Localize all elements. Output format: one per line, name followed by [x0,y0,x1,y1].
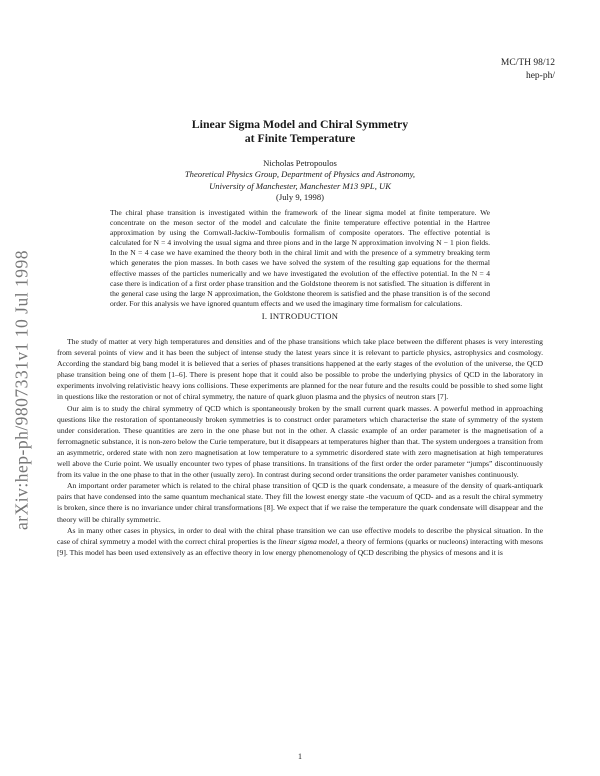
affiliation-line1: Theoretical Physics Group, Department of Physics and Astronomy, [184,169,416,180]
paper-title [90,117,510,145]
report-number-line1: MC/TH 98/12 [500,58,555,68]
report-number-line2: hep-ph/ [525,71,555,81]
section-heading: I. INTRODUCTION [261,311,339,321]
paragraph-2: Our aim is to study the chiral symmetry of QCD which is spontaneously broken by the small current quark masses. A powerful method in approaching questions like the restoration of spontaneously broken symmetries is to construct order parameters which characterise the state of symmetry of the system under consideration. These quantities are zero in the one phase but not in the other. A classic example of an order parameter is the magnetisation of a ferromagnetic substance, it is non-zero below the Curie temperature, but it disappears at temperatures higher than that. The system undergoes a transition from an asymmetric, ordered state with non zero magnetisation at low temperature to a symmetric disordered state with zero magnetisation at high temperatures well above the Curie point. We usually encounter two types of phase transitions. In transitions of the first order the order parameter “jumps” discontinuously from its value in the one phase to that in the other (usually zero). In contrast during second order transitions the order parameter vanishes continuously. [57,403,543,480]
paper-date: (July 9, 1998) [276,192,324,203]
paragraph-1: The study of matter at very high temperatures and densities and of the phase transitions which take place between the different phases is very interesting from several points of view and it has been the subject of intense study the latest years since it is relevant to particle physics, astrophysics and cosmology. According the standard big bang model it is believed that a series of phases transitions happened at the early stages of the evolution of the universe, the QCD phase transition being one of them [1–6]. There is present hope that it could also be possible to probe the underlying physics of QCD in the laboratory in experiments involving relativistic heavy ions collisions. These experiments are planned for the near future and the results could be possible to shed some light in questions like the restoration or not of chiral symmetry, the nature of quark gluon plasma and the physics of neutron stars [7]. [57,337,543,402]
paragraph-4 [57,525,543,558]
title-line2: at Finite Temperature [244,131,356,145]
affiliation-line2: University of Manchester, Manchester M13 9PL, UK [209,180,391,191]
author-name: Nicholas Petropoulos [263,158,337,168]
body-text [57,336,543,558]
arxiv-identifier: arXiv:hep-ph/9807331v1 10 Jul 1998 [11,250,32,530]
abstract: The chiral phase transition is investigated within the framework of the linear sigma model at finite temperature. We concentrate on the meson sector of the model and calculate the finite temperature effective potential in the Hartree approximation by using the Cornwall-Jackiw-Tomboulis formalism of composite operators. The effective potential is calculated for N = 4 involving the usual sigma and three pions and in the large N approximation involving N − 1 pion fields. In the N = 4 case we have examined the theory both in the chiral limit and with the presence of a symmetry breaking term which generates the pion masses. In both cases we have solved the system of the resulting gap equations for the thermal effective masses of the particles numerically and we have investigated the evolution of the effective potential. In the N = 4 case there is indication of a first order phase transition and the Goldstone theorem is not satisfied. The situation is different in the general case using the large N approximation, the Goldstone theorem is satisfied and the phase transition is of the second order. For this analysis we have ignored quantum effects and we used the imaginary time formalism for calculations. [110,208,490,308]
paragraph-4-start: As in many other cases in physics, in order to deal with the chiral phase transition we can use effective models to describe the physical situation. In the case of chiral symmetry a model with the correct chiral properties is the [57,525,543,546]
author-block [90,158,510,204]
page-number: 1 [298,752,302,761]
paragraph-3: An important order parameter which is related to the chiral phase transition of QCD is the quark condensate, a measure of the density of quark-antiquark pairs that have condensed into the same quantum mechanical state. They fill the lowest energy state -the vacuum of QCD- and as a result the chiral symmetry is broken, since there is no invariance under chiral transformations [8]. We expect that if we raise the temperature the quark condensate will disappear and the theory will be chirally symmetric. [57,481,543,524]
paragraph-4-end: , a theory of fermions (quarks or nucleons) interacting with mesons [9]. This model has been used extensively as an effective theory in low energy phenomenology of QCD describing the physics of mesons and it is [57,536,544,557]
paragraph-4-italic: linear sigma model [278,536,338,546]
title-line1: Linear Sigma Model and Chiral Symmetry [191,117,409,131]
report-number [501,57,555,83]
arxiv-sidebar [6,200,38,580]
